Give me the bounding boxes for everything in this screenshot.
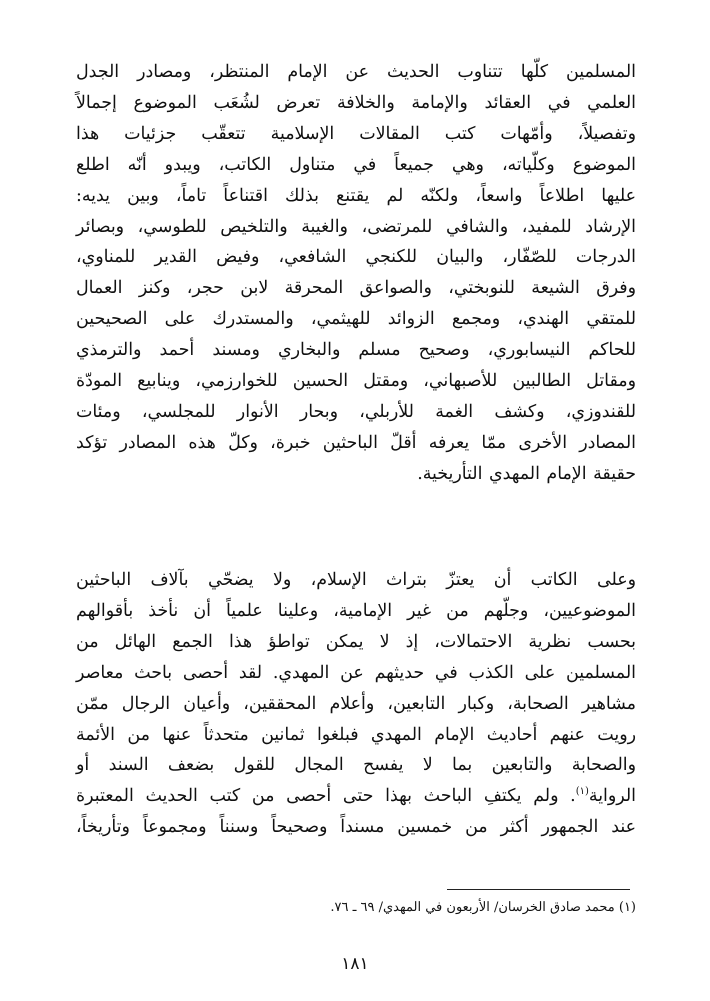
text-line: المصادر الأخرى ممّا يعرفه أقلّ الباحثين خبرة، وكلّ هذه المصادر تؤكد [76, 432, 636, 453]
text-line: مشاهير الصحابة، وكبار التابعين، وأعلام المحققين، وأعيان الرجال ممّن [76, 693, 636, 714]
footnote-reference[interactable]: (١) [575, 786, 589, 798]
footnote-divider [447, 889, 630, 890]
text-line: العلمي في العقائد والإمامة والخلافة تعرض لشُعَب الموضوع إجمالاً [76, 92, 636, 113]
page-number: ١٨١ [341, 954, 369, 974]
text-line: ومقاتل الطالبين للأصبهاني، ومقتل الحسين للخوارزمي، وينابيع المودّة [76, 371, 636, 392]
text-line: للحاكم النيسابوري، وصحيح مسلم والبخاري ومسند أحمد والترمذي [76, 340, 636, 361]
text-line: الموضوع وكلّياته، وهي جميعاً في متناول الكاتب، ويبدو أنّه اطلع [76, 154, 636, 175]
paragraph-2 [76, 565, 636, 843]
paragraph-1 [76, 57, 636, 490]
text-line: عليها اطلاعاً واسعاً، ولكنّه لم يقتنع بذلك اقتناعاً تاماً، وبين يديه: [76, 185, 636, 206]
text-line: المسلمين على الكذب في حديثهم عن المهدي. لقد أحصى باحث معاصر [76, 662, 636, 683]
text-line: للمتقي الهندي، ومجمع الزوائد للهيثمي، والمستدرك على الصحيحين [76, 309, 636, 330]
text-line: وفرق الشيعة للنوبختي، والصواعق المحرقة لابن حجر، وكنز العمال [76, 278, 636, 299]
text-line: الإرشاد للمفيد، والشافي للمرتضى، والغيبة والتلخيص للطوسي، وبصائر [76, 216, 636, 237]
text-fragment: . ولم يكتفِ الباحث بهذا حتى أحصى من كتب الحديث المعتبرة [76, 786, 576, 807]
text-line: الموضوعيين، وجلّهم من غير الإمامية، وعلينا علمياً أن نأخذ بأقوالهم [76, 600, 636, 621]
text-line: عند الجمهور أكثر من خمسين مسنداً وصحيحاً وسنناً ومجموعاً وتأريخاً، [76, 817, 636, 838]
text-line: والصحابة والتابعين بما لا يفسح المجال للقول بضعف السند أو [76, 755, 636, 776]
text-fragment: الرواية [588, 786, 636, 807]
text-line: وتفصيلاً، وأمّهات كتب المقالات الإسلامية تتعقّب جزئيات هذا [76, 123, 636, 144]
footnote: (١) محمد صادق الخرسان/ الأربعون في المهدي/ ٦٩ ـ ٧٦. [330, 900, 636, 915]
text-line: حقيقة الإمام المهدي التأريخية. [417, 463, 636, 484]
text-line: للقندوزي، وكشف الغمة للأربلي، وبحار الأنوار للمجلسي، ومئات [76, 401, 636, 422]
text-line: بحسب نظرية الاحتمالات، إذ لا يمكن تواطؤ هذا الجمع الهائل من [76, 631, 636, 652]
text-line: رويت عنهم أحاديث الإمام المهدي فبلغوا ثمانين متحدثاً عنها من الأئمة [76, 724, 636, 745]
text-line: الدرجات للصّفّار، والبيان للكنجي الشافعي، وفيض القدير للمناوي، [76, 247, 636, 268]
text-line: المسلمين كلّها تتناوب الحديث عن الإمام المنتظر، ومصادر الجدل [76, 62, 636, 82]
text-line: وعلى الكاتب أن يعتزّ بتراث الإسلام، ولا يضحّي بآلاف الباحثين [76, 570, 636, 590]
text-line-with-footnote [76, 781, 636, 812]
